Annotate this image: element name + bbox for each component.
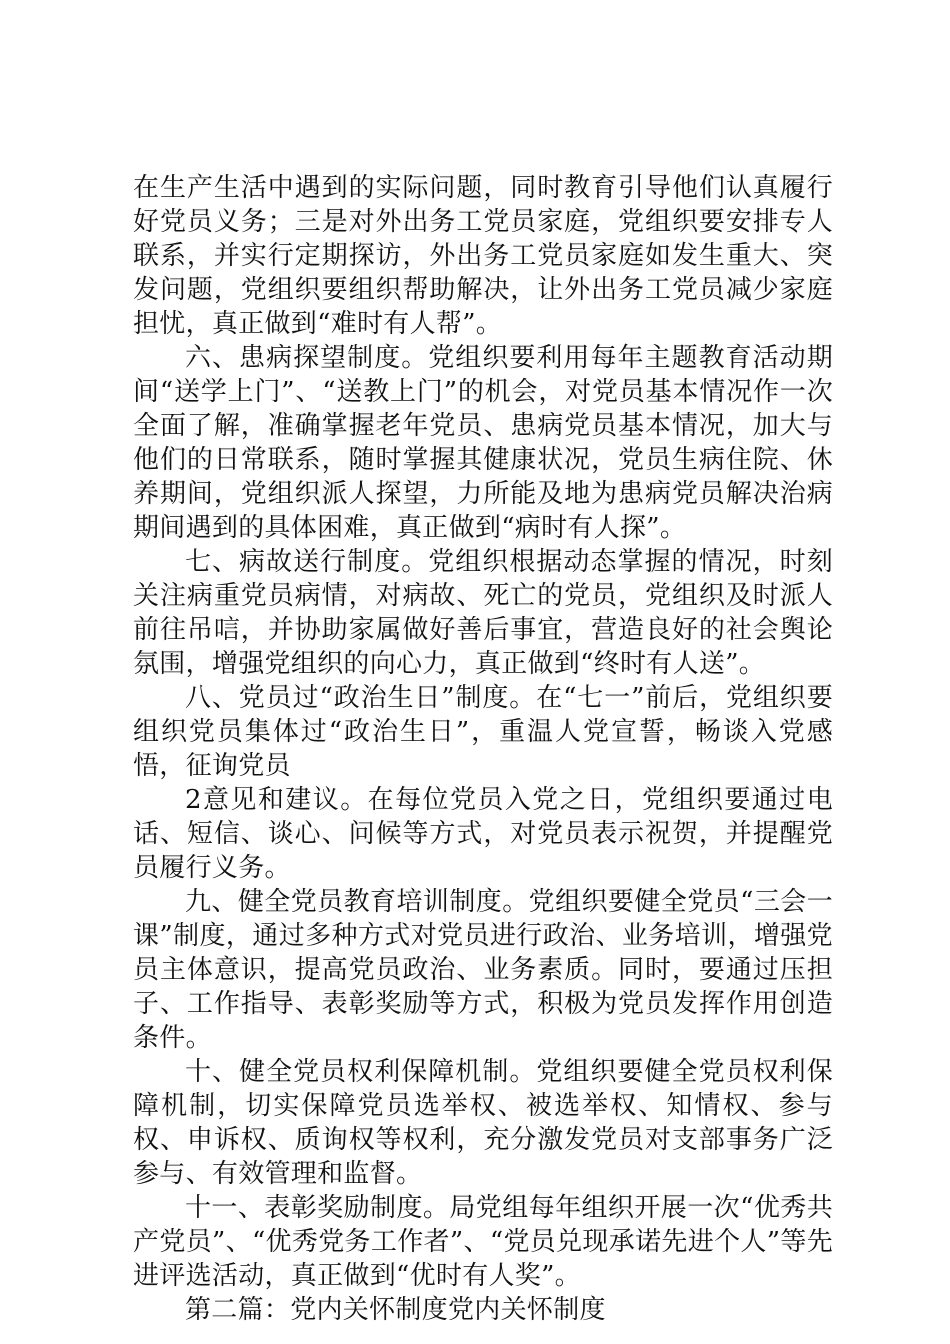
paragraph-education-training: 九、健全党员教育培训制度。党组织要健全党员“三会一课”制度，通过多种方式对党员进行政治、业务培训，增强党员主体意识，提高党员政治、业务素质。同时，要通过压担子、工作指导、表彰奖励等方式，积极为党员发挥作用创造条件。 (133, 887, 833, 1053)
paragraph-rights-protection: 十、健全党员权利保障机制。党组织要健全党员权利保障机制，切实保障党员选举权、被选举权、知情权、参与权、申诉权、质询权等权利，充分激发党员对支部事务广泛参与、有效管理和监督。 (133, 1057, 833, 1189)
paragraph-political-birthday: 八、党员过“政治生日”制度。在“七一”前后，党组织要组织党员集体过“政治生日”，重温人党宣誓，畅谈入党感悟，征询党员 (133, 683, 833, 781)
paragraph-funeral-farewell: 七、病故送行制度。党组织根据动态掌握的情况，时刻关注病重党员病情，对病故、死亡的党员，党组织及时派人前往吊唁，并协助家属做好善后事宜，营造良好的社会舆论氛围，增强党组织的向心力，真正做到“终时有人送”。 (133, 547, 833, 679)
section-heading-part-two: 第二篇：党内关怀制度党内关怀制度 (185, 1295, 606, 1325)
paragraph-illness-visit: 六、患病探望制度。党组织要利用每年主题教育活动期间“送学上门”、“送教上门”的机会，对党员基本情况作一次全面了解，准确掌握老年党员、患病党员基本情况，加大与他们的日常联系，随时掌握其健康状况，党员生病住院、休养期间，党组织派人探望，力所能及地为患病党员解决治病期间遇到的具体困难，真正做到“病时有人探”。 (133, 343, 833, 543)
paragraph-continuation: 在生产生活中遇到的实际问题，同时教育引导他们认真履行好党员义务；三是对外出务工党员家庭，党组织要安排专人联系，并实行定期探访，外出务工党员家庭如发生重大、突发问题，党组织要组织帮助解决，让外出务工党员减少家庭担忧，真正做到“难时有人帮”。 (133, 173, 833, 339)
paragraph-political-birthday-continued: 2意见和建议。在每位党员入党之日，党组织要通过电话、短信、谈心、问候等方式，对党员表示祝贺，并提醒党员履行义务。 (133, 785, 833, 883)
document-body (133, 171, 833, 1327)
paragraph-commendation: 十一、表彰奖励制度。局党组每年组织开展一次“优秀共产党员”、“优秀党务工作者”、“党员兑现承诺先进个人”等先进评选活动，真正做到“优时有人奖”。 (133, 1193, 833, 1291)
